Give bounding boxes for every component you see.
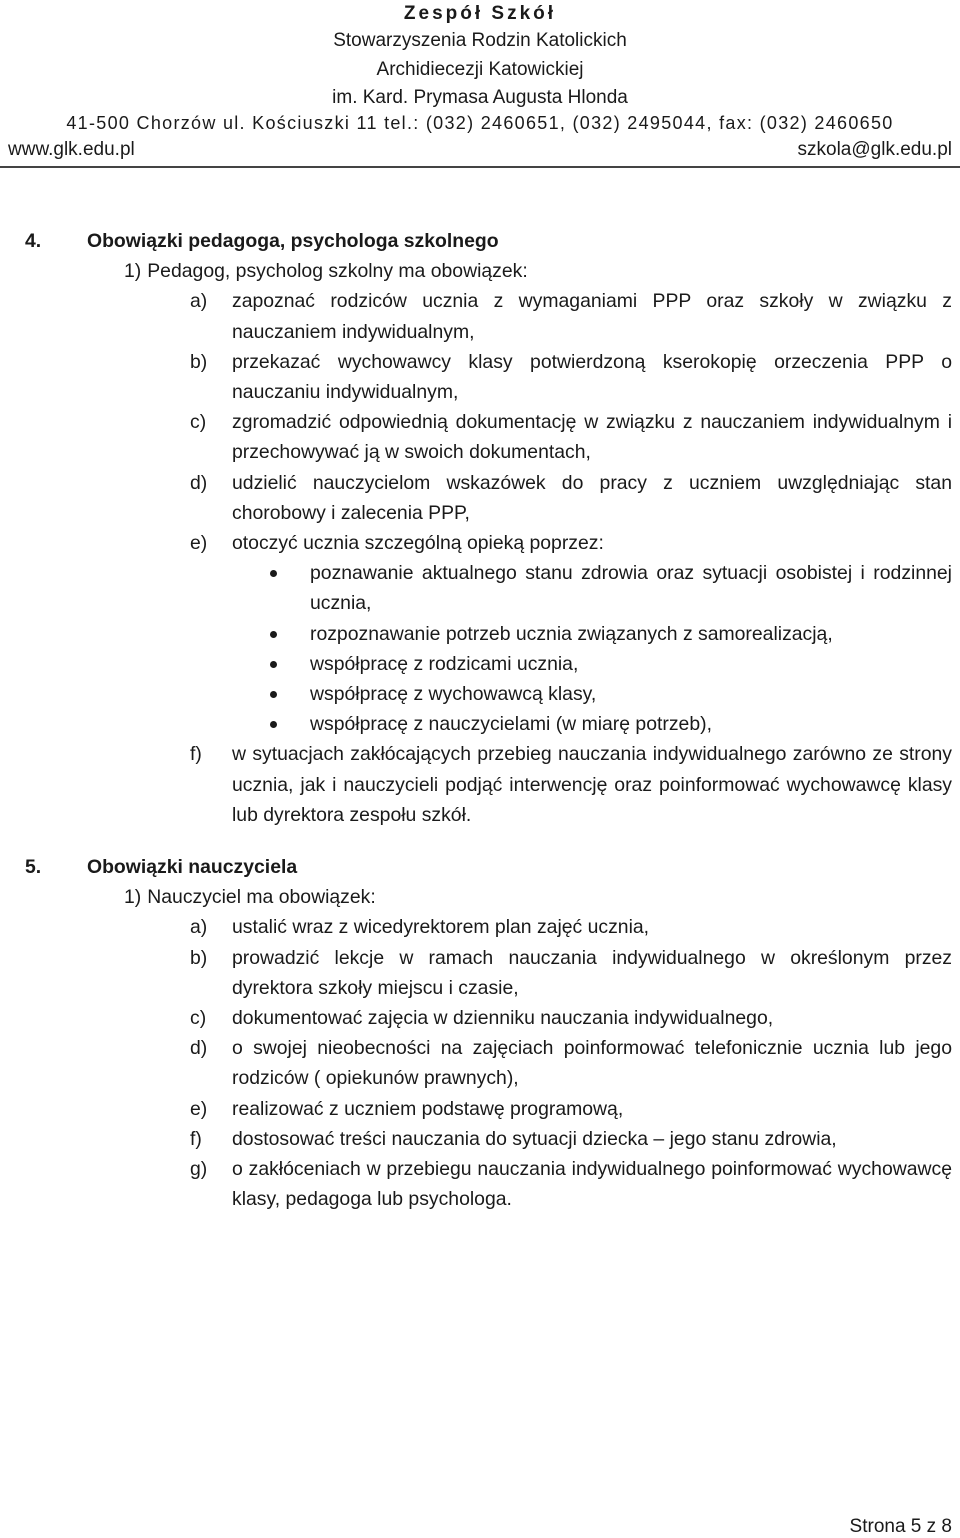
section-4-heading	[0, 226, 960, 256]
item-letter: a)	[190, 916, 208, 939]
bullet-item	[0, 649, 960, 679]
bullet-icon	[270, 691, 277, 698]
bullet-text: współpracę z rodzicami ucznia,	[310, 652, 579, 675]
item-text: udzielić nauczycielom wskazówek do pracy z uczniem uwzględniając stan chorobowy i zalecenia PPP,	[232, 471, 952, 524]
section-4-number: 4.	[25, 230, 42, 252]
list-item	[0, 347, 960, 407]
section-5-number: 5.	[25, 856, 42, 879]
section-5-list	[0, 912, 960, 1214]
list-item	[0, 912, 960, 942]
email-link[interactable]: szkola@glk.edu.pl	[797, 139, 952, 160]
item-letter: f)	[190, 743, 202, 766]
section-5-title: Obowiązki nauczyciela	[87, 856, 298, 879]
list-item	[0, 528, 960, 558]
care-bullets	[0, 558, 960, 739]
item-letter: b)	[190, 350, 208, 373]
item-text: w sytuacjach zakłócających przebieg nauczania indywidualnego zarówno ze strony ucznia, jak i nauczycieli podjąć interwencję oraz poinformować wychowawcę klasy lub dyrektora zespołu szkół.	[232, 743, 952, 826]
bullet-item	[0, 619, 960, 649]
header-line-archdiocese: Archidiecezji Katowickiej	[376, 59, 584, 80]
section-5-intro-number: 1)	[124, 886, 142, 909]
section-4-list	[0, 286, 960, 558]
section-5-intro	[0, 882, 960, 912]
header-line-patron: im. Kard. Prymasa Augusta Hlonda	[332, 87, 628, 108]
list-item	[0, 468, 960, 528]
list-item	[0, 1003, 960, 1033]
list-item	[0, 943, 960, 1003]
bullet-text: współpracę z nauczycielami (w miarę potrzeb),	[310, 713, 712, 736]
header-divider	[0, 166, 960, 168]
item-letter: a)	[190, 290, 208, 313]
header-address: 41-500 Chorzów ul. Kościuszki 11 tel.: (032) 2460651, (032) 2495044, fax: (032) 2460650	[66, 113, 894, 133]
header-line-association: Stowarzyszenia Rodzin Katolickich	[333, 30, 627, 51]
item-letter: d)	[190, 1037, 208, 1060]
section-4-intro-text: Pedagog, psycholog szkolny ma obowiązek:	[147, 260, 528, 283]
item-letter: e)	[190, 532, 208, 555]
list-item	[0, 407, 960, 467]
item-text: ustalić wraz z wicedyrektorem plan zajęć ucznia,	[232, 916, 650, 939]
item-letter: e)	[190, 1097, 208, 1120]
section-4-intro	[0, 256, 960, 286]
item-text: otoczyć ucznia szczególną opieką poprzez:	[232, 532, 604, 555]
list-item	[0, 1124, 960, 1154]
item-text: o swojej nieobecności na zajęciach poinformować telefonicznie ucznia lub jego rodziców ( opiekunów prawnych),	[232, 1037, 952, 1090]
item-letter: g)	[190, 1158, 208, 1181]
item-letter: c)	[190, 411, 207, 434]
website-link[interactable]: www.glk.edu.pl	[8, 139, 135, 160]
bullet-icon	[270, 721, 277, 728]
bullet-icon	[270, 631, 277, 638]
item-text: dokumentować zajęcia w dzienniku nauczania indywidualnego,	[232, 1007, 774, 1030]
item-letter: f)	[190, 1127, 202, 1150]
bullet-item	[0, 709, 960, 739]
section-4-intro-number: 1)	[124, 260, 142, 283]
bullet-text: poznawanie aktualnego stanu zdrowia oraz sytuacji osobistej i rodzinnej ucznia,	[310, 562, 952, 615]
bullet-icon	[270, 570, 277, 577]
list-item	[0, 739, 960, 830]
item-text: przekazać wychowawcy klasy potwierdzoną kserokopię orzeczenia PPP o nauczaniu indywidualnym,	[232, 350, 952, 404]
school-name: Zespół Szkół	[403, 3, 557, 24]
list-item	[0, 1033, 960, 1093]
page-number: Strona 5 z 8	[849, 1516, 952, 1537]
item-text: zgromadzić odpowiednią dokumentację w związku z nauczaniem indywidualnym i przechowywać ją w swoich dokumentach,	[232, 411, 952, 464]
section-4-list-continued	[0, 739, 960, 830]
list-item	[0, 286, 960, 346]
list-item	[0, 1094, 960, 1124]
item-letter: d)	[190, 471, 208, 494]
bullet-item	[0, 558, 960, 618]
item-text: dostosować treści nauczania do sytuacji dziecka – jego stanu zdrowia,	[232, 1127, 837, 1150]
item-text: prowadzić lekcje w ramach nauczania indywidualnego w określonym przez dyrektora szkoły miejscu i czasie,	[232, 946, 952, 999]
list-item	[0, 1154, 960, 1214]
item-letter: c)	[190, 1007, 207, 1030]
bullet-text: rozpoznawanie potrzeb ucznia związanych z samorealizacją,	[310, 622, 833, 645]
document-body	[0, 226, 960, 1215]
section-4-title: Obowiązki pedagoga, psychologa szkolnego	[87, 230, 499, 252]
section-5-intro-text: Nauczyciel ma obowiązek:	[147, 886, 376, 909]
section-5-heading	[0, 852, 960, 882]
item-text: zapoznać rodziców ucznia z wymaganiami PPP oraz szkoły w związku z nauczaniem indywidualnym,	[232, 290, 952, 343]
bullet-text: współpracę z wychowawcą klasy,	[310, 683, 597, 706]
item-letter: b)	[190, 946, 208, 969]
bullet-item	[0, 679, 960, 709]
bullet-icon	[270, 661, 277, 668]
item-text: o zakłóceniach w przebiegu nauczania indywidualnego poinformować wychowawcę klasy, pedagoga lub psychologa.	[232, 1158, 952, 1211]
item-text: realizować z uczniem podstawę programową,	[232, 1097, 624, 1120]
